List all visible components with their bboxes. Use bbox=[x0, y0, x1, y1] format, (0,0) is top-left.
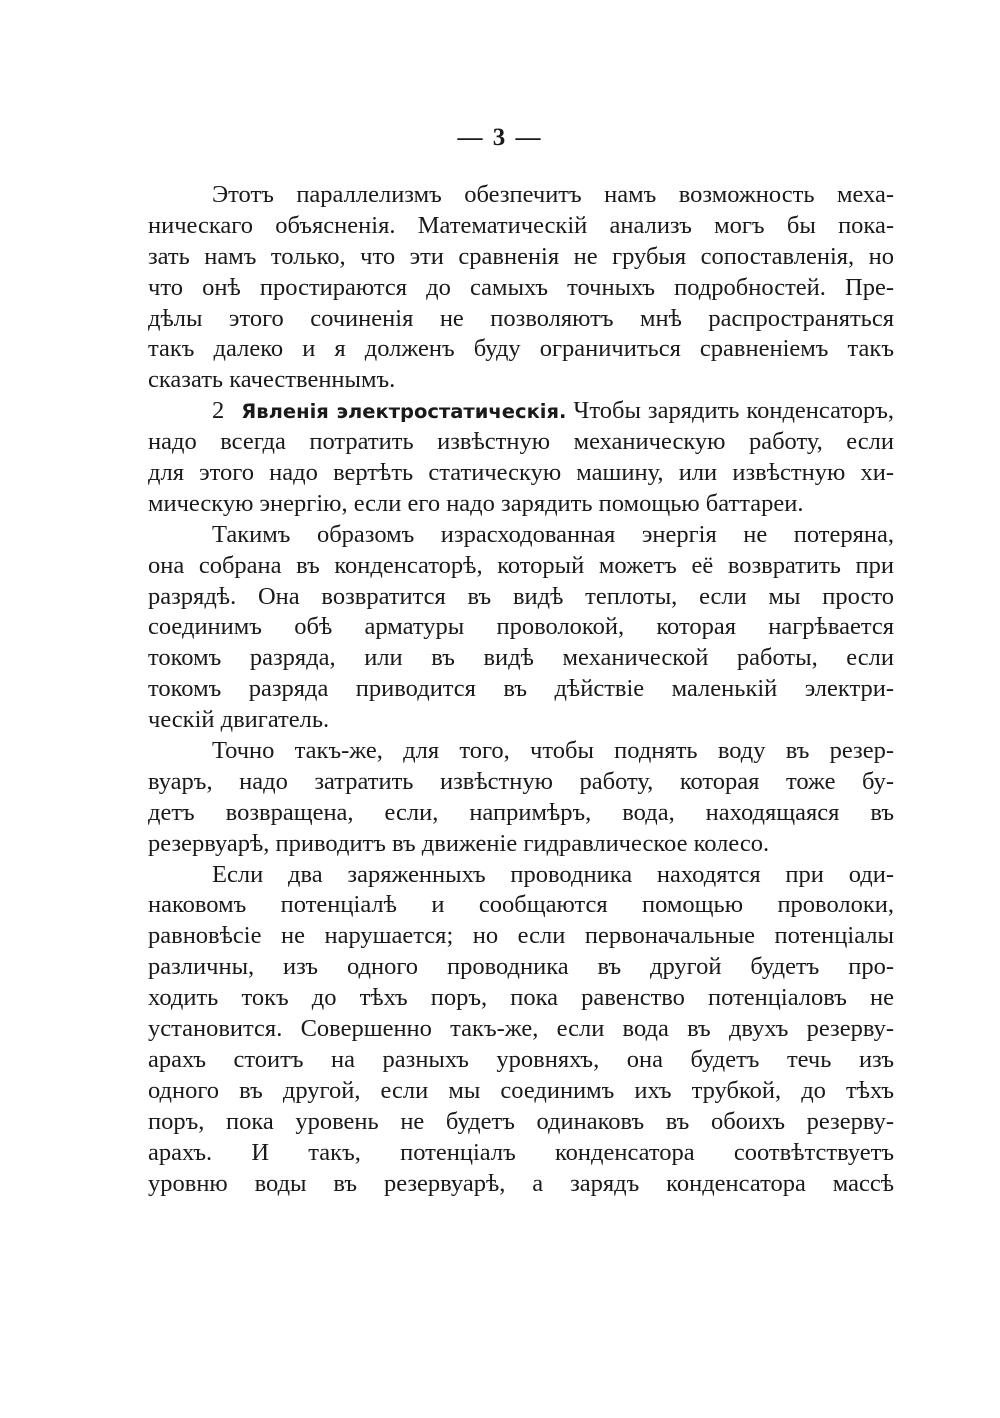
text-line: разрядѣ. Она возвратится въ видѣ теплоты, если мы просто bbox=[148, 582, 894, 610]
text-line: для этого надо вертѣть статическую машину, или извѣстную хи- bbox=[148, 459, 894, 487]
text-line: установится. Совершенно такъ-же, если вода въ двухъ резерву- bbox=[148, 1015, 894, 1043]
section-first-line-text: Чтобы зарядить конденсаторъ, bbox=[573, 397, 894, 425]
paragraph bbox=[148, 860, 894, 1200]
text-line: арахъ стоитъ на разныхъ уровняхъ, она будетъ течь изъ bbox=[148, 1045, 894, 1073]
text-line: ническаго объясненія. Математическій анализъ могъ бы пока- bbox=[148, 211, 894, 239]
text-line: поръ, пока уровень не будетъ одинаковъ въ обоихъ резерву- bbox=[148, 1107, 894, 1135]
text-line: она собрана въ конденсаторѣ, который можетъ её возвратить при bbox=[148, 551, 894, 579]
paragraph bbox=[148, 520, 894, 736]
paragraph bbox=[148, 736, 894, 860]
text-line: ходить токъ до тѣхъ поръ, пока равенство потенціаловъ не bbox=[148, 984, 894, 1012]
text-line: соединимъ обѣ арматуры проволокой, которая нагрѣвается bbox=[148, 613, 894, 641]
text-line: ческій двигатель. bbox=[148, 706, 330, 734]
section-number: 2 bbox=[212, 397, 225, 425]
text-line: такъ далеко и я долженъ буду ограничиться сравненіемъ такъ bbox=[148, 335, 894, 363]
text-line: надо всегда потратить извѣстную механическую работу, если bbox=[148, 428, 894, 456]
section-title: Явленія электростатическія. bbox=[241, 400, 567, 424]
text-line: Этотъ параллелизмъ обезпечитъ намъ возможность меха- bbox=[212, 181, 894, 208]
text-line: токомъ разряда, или въ видѣ механической работы, если bbox=[148, 644, 894, 672]
text-line: сказать качественнымъ. bbox=[148, 366, 396, 394]
text-line: что онѣ простираются до самыхъ точныхъ подробностей. Пре- bbox=[148, 273, 894, 301]
text-line: наковомъ потенціалѣ и сообщаются помощью проволоки, bbox=[148, 891, 894, 919]
text-line: дѣлы этого сочиненія не позволяютъ мнѣ распространяться bbox=[148, 304, 894, 332]
text-line: токомъ разряда приводится въ дѣйствіе маленькій электри- bbox=[148, 675, 894, 703]
text-line: Если два заряженныхъ проводника находятся при оди- bbox=[212, 860, 894, 888]
text-line: вуаръ, надо затратить извѣстную работу, которая тоже бу- bbox=[148, 767, 894, 795]
text-line: одного въ другой, если мы соединимъ ихъ трубкой, до тѣхъ bbox=[148, 1076, 894, 1104]
text-line: различны, изъ одного проводника въ другой будетъ про- bbox=[148, 953, 894, 981]
section-heading-line bbox=[148, 396, 894, 427]
section-paragraph bbox=[148, 396, 894, 520]
text-line: детъ возвращена, если, напримѣръ, вода, находящаяся въ bbox=[148, 798, 894, 826]
text-line: Такимъ образомъ израсходованная энергія не потеряна, bbox=[212, 520, 894, 548]
text-line: мическую энергію, если его надо зарядить помощью баттареи. bbox=[148, 489, 804, 517]
text-line: зать намъ только, что эти сравненія не грубыя сопоставленія, но bbox=[148, 242, 894, 270]
text-line: арахъ. И такъ, потенціалъ конденсатора соотвѣтствуетъ bbox=[148, 1138, 894, 1166]
text-line: Точно такъ-же, для того, чтобы поднять воду въ резер- bbox=[212, 737, 894, 765]
paragraph bbox=[148, 180, 894, 396]
page-number: — 3 — bbox=[457, 124, 543, 151]
text-line: резервуарѣ, приводитъ въ движеніе гидравлическое колесо. bbox=[148, 829, 770, 857]
text-line: равновѣсіе не нарушается; но если первоначальные потенціалы bbox=[148, 922, 894, 950]
text-line: уровню воды въ резервуарѣ, а зарядъ конденсатора массѣ bbox=[148, 1169, 894, 1197]
body-text bbox=[148, 180, 894, 1199]
